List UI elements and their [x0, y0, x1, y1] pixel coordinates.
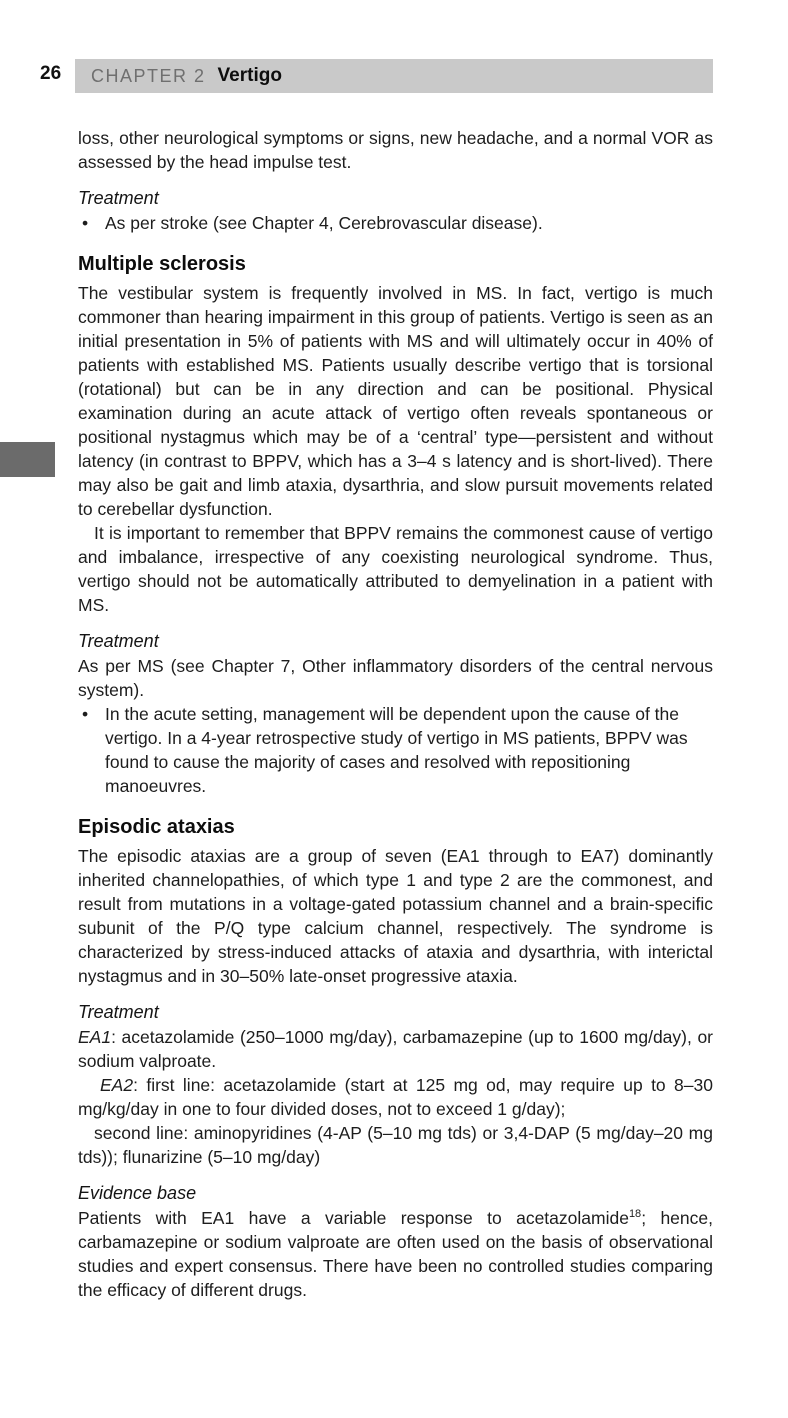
ea2-paragraph: [78, 1073, 713, 1121]
bullet-text: In the acute setting, management will be dependent upon the cause of the vertigo. In a 4-year retrospective study of vertigo in MS patients, BPPV was found to cause the majority of cases and resolved with repositioning manoeuvres.: [105, 704, 688, 796]
ea1-text: : acetazolamide (250–1000 mg/day), carbamazepine (up to 1600 mg/day), or sodium valproate.: [78, 1027, 713, 1071]
intro-paragraph: loss, other neurological symptoms or signs, new headache, and a normal VOR as assessed by the head impulse test.: [78, 128, 713, 172]
treatment-subheading-ea: Treatment: [78, 1002, 159, 1022]
bullet-marker: •: [82, 213, 89, 233]
bullet-item-ms-treatment: [78, 702, 713, 798]
section-heading-multiple-sclerosis: Multiple sclerosis: [78, 253, 246, 275]
ms-paragraph-2: It is important to remember that BPPV remains the commonest cause of vertigo and imbalance, irrespective of any coexisting neurological syndrome. Thus, vertigo should not be automatically attributed to demyelination in a patient with MS.: [78, 523, 713, 615]
treatment-subheading-stroke: Treatment: [78, 188, 159, 208]
evidence-paragraph: [78, 1206, 713, 1302]
ea-paragraph: The episodic ataxias are a group of seven (EA1 through to EA7) dominantly inherited channelopathies, of which type 1 and type 2 are the commonest, and result from mutations in a voltage-gated potassium channel and a brain-specific subunit of the P/Q type calcium channel, respectively. The syndrome is characterized by stress-induced attacks of ataxia and dysarthria, with interictal nystagmus and in 30–50% late-onset progressive ataxia.: [78, 846, 713, 986]
bullet-item-stroke: [78, 211, 713, 235]
chapter-header-bar: [75, 59, 713, 93]
chapter-label: CHAPTER 2: [91, 65, 206, 86]
evidence-text-after: ; hence, carbamazepine or sodium valproate are often used on the basis of observational studies and expert consensus. There have been no controlled studies comparing the efficacy of different drugs.: [78, 1208, 713, 1300]
reference-superscript: 18: [628, 1208, 642, 1221]
treatment-subheading-ms: Treatment: [78, 631, 159, 651]
evidence-base-subheading: Evidence base: [78, 1183, 197, 1203]
ea1-label: EA1: [78, 1027, 112, 1047]
section-heading-episodic-ataxias: Episodic ataxias: [78, 816, 235, 838]
evidence-text-before: Patients with EA1 have a variable response to acetazolamide: [78, 1208, 629, 1228]
page-body: [78, 126, 713, 1302]
ea2-label: EA2: [100, 1075, 134, 1095]
ea1-paragraph: [78, 1025, 713, 1073]
page-edge-tab: [0, 442, 55, 477]
ms-treatment-paragraph: As per MS (see Chapter 7, Other inflammatory disorders of the central nervous system).: [78, 656, 713, 700]
page-number: 26: [40, 63, 62, 84]
chapter-title: Vertigo: [217, 65, 282, 86]
bullet-marker: •: [82, 704, 89, 724]
ea-second-line-paragraph: second line: aminopyridines (4-AP (5–10 mg tds) or 3,4-DAP (5 mg/day–20 mg tds)); flunarizine (5–10 mg/day): [78, 1123, 713, 1167]
ea2-text: : first line: acetazolamide (start at 125 mg od, may require up to 8–30 mg/kg/day in one to four divided doses, not to exceed 1 g/day);: [78, 1075, 713, 1119]
ms-paragraph-1: The vestibular system is frequently involved in MS. In fact, vertigo is much commoner than hearing impairment in this group of patients. Vertigo is seen as an initial presentation in 5% of patients with MS and will ultimately occur in 40% of patients with established MS. Patients usually describe vertigo that is torsional (rotational) but can be in any direction and can be positional. Physical examination during an acute attack of vertigo often reveals spontaneous or positional nystagmus which may be of a ‘central’ type—persistent and without latency (in contrast to BPPV, which has a 3–4 s latency and is short-lived). There may also be gait and limb ataxia, dysarthria, and slow pursuit movements related to cerebellar dysfunction.: [78, 283, 713, 519]
bullet-text: As per stroke (see Chapter 4, Cerebrovascular disease).: [105, 213, 543, 233]
